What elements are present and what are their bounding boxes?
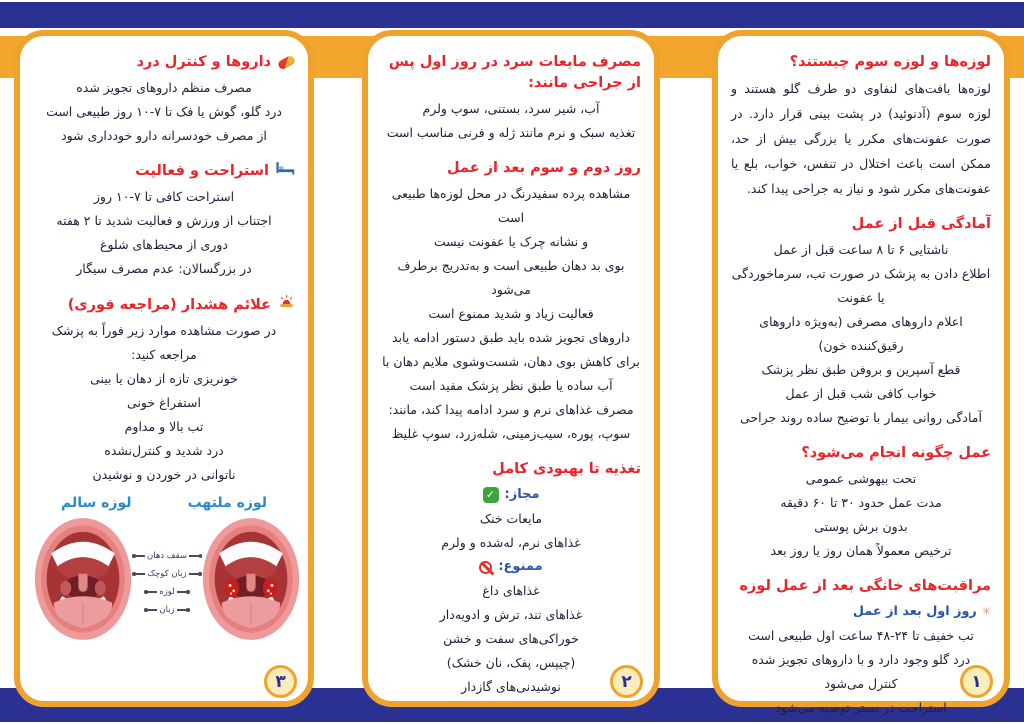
- pointer-line: [145, 591, 157, 592]
- body-line: تغذیه سبک و نرم مانند ژله و فرنی مناسب است: [386, 125, 636, 141]
- body-line: مشاهده پرده سفیدرنگ در محل لوزه‌ها طبیعی است: [391, 186, 631, 226]
- sub-heading-label: روز اول بعد از عمل: [852, 604, 977, 620]
- body-line: برای کاهش بوی دهان، شست‌وشوی ملایم دهان با: [382, 354, 640, 370]
- inflamed-tonsil-title: لوزه ملتهب: [187, 495, 267, 512]
- allowed-label-row: [381, 483, 641, 507]
- body-line: و نشانه چرک یا عفونت نیست: [433, 234, 589, 250]
- siren-icon: [278, 294, 295, 316]
- forbidden-label: ممنوع:: [498, 559, 543, 575]
- anatomy-label: سقف دهان: [147, 551, 188, 562]
- body-line: استراحت در بستر توصیه می‌شود: [775, 700, 947, 716]
- top-navy-band: [0, 2, 1024, 28]
- healthy-mouth-figure: [33, 515, 133, 643]
- body-line: اطلاع دادن به پزشک در صورت تب، سرماخوردگی یا عفونت: [731, 266, 991, 306]
- body-line: داروهای تجویز شده باید طبق دستور ادامه یابد: [391, 330, 631, 346]
- bed-icon: [276, 161, 295, 182]
- body-line: دوری از محیط‌های شلوغ: [100, 237, 228, 253]
- forbidden-label-row: [381, 555, 641, 579]
- section-heading-warning: [33, 294, 295, 316]
- anatomy-label-row: [133, 587, 201, 597]
- body-line: در بزرگسالان: عدم مصرف سیگار: [76, 261, 252, 277]
- section-heading-nutrition: تغذیه تا بهبودی کامل: [492, 461, 641, 478]
- body-line: بوی بد دهان طبیعی است و به‌تدریج برطرف می‌شود: [397, 258, 625, 298]
- body-line: ناشتایی ۶ تا ۸ ساعت قبل از عمل: [773, 242, 949, 258]
- pointer-line: [133, 573, 145, 574]
- page-number-badge: [610, 665, 643, 698]
- body-line: مایعات خنک: [479, 511, 543, 527]
- pill-icon: [277, 55, 296, 71]
- body-line: مدت عمل حدود ۳۰ تا ۶۰ دقیقه: [780, 495, 942, 511]
- pointer-line: [133, 555, 145, 556]
- body-line: مصرف منظم داروهای تجویز شده: [76, 80, 252, 96]
- section-heading-how: عمل چگونه انجام می‌شود؟: [801, 445, 991, 462]
- body-line: درد شدید و کنترل‌نشده: [104, 443, 224, 459]
- body-line: تب بالا و مداوم: [124, 419, 204, 435]
- body-line: ترخیص معمولاً همان روز یا روز بعد: [770, 543, 952, 559]
- body-line: تحت بیهوشی عمومی: [805, 471, 917, 487]
- body-line: غذاهای تند، ترش و ادویه‌دار: [439, 607, 583, 623]
- panel-page-2: [362, 30, 660, 707]
- section-heading-homecare: مراقبت‌های خانگی بعد از عمل لوزه: [739, 578, 991, 595]
- body-line: آب، شیر سرد، بستنی، سوپ ولرم: [422, 101, 600, 117]
- pointer-line: [177, 591, 189, 592]
- body-line: فعالیت زیاد و شدید ممنوع است: [428, 306, 594, 322]
- anatomy-label-row: [133, 605, 201, 615]
- page-number: ۳: [275, 671, 286, 692]
- page-number-badge: [960, 665, 993, 698]
- body-line: اعلام داروهای مصرفی (به‌ویژه داروهای رقیق‌کننده خون): [759, 314, 963, 354]
- panel-page-3: [14, 30, 314, 707]
- allowed-label: مجاز:: [504, 487, 540, 503]
- anatomy-label: لوزه: [159, 587, 175, 598]
- inflamed-mouth-figure: [201, 515, 301, 643]
- section-heading-cold-fluids: مصرف مایعات سرد در روز اول پس از جراحی مانند:: [388, 54, 641, 92]
- body-line: کنترل می‌شود: [824, 676, 898, 692]
- body-line: خوراکی‌های سفت و خشن: [443, 631, 579, 647]
- body-line: قطع آسپرین و بروفن طبق نظر پزشک: [761, 362, 961, 378]
- section-heading-prep: آمادگی قبل از عمل: [851, 216, 991, 233]
- body-line: بدون برش پوستی: [814, 519, 908, 535]
- anatomy-label-row: [133, 551, 201, 561]
- panel-page-1: [712, 30, 1010, 716]
- illustration-titles: [33, 495, 295, 511]
- body-line: درد گلو وجود دارد و با داروهای تجویز شده: [751, 652, 971, 668]
- body-line: آمادگی روانی بیمار با توضیح ساده روند جراحی: [740, 410, 982, 426]
- tonsil-illustration: [33, 495, 295, 643]
- anatomy-label: زبان کوچک: [147, 569, 187, 580]
- anatomy-label: زبان: [159, 605, 175, 616]
- body-line: ناتوانی در خوردن و نوشیدن: [92, 467, 236, 483]
- pointer-line: [189, 555, 201, 556]
- body-line: غذاهای نرم، له‌شده و ولرم: [441, 535, 581, 551]
- sub-heading-day-one: [731, 600, 991, 624]
- body-line: از مصرف خودسرانه دارو خودداری شود: [61, 128, 267, 144]
- heading-label: داروها و کنترل درد: [136, 54, 271, 70]
- asterisk-icon: ✳: [981, 605, 991, 619]
- body-line: درد گلو، گوش یا فک تا ۷-۱۰ روز طبیعی است: [46, 104, 282, 120]
- section-heading-day2-3: روز دوم و سوم بعد از عمل: [447, 160, 641, 177]
- section-heading-medication: [33, 52, 295, 73]
- body-line: آب ساده یا طبق نظر پزشک مفید است: [409, 378, 613, 394]
- body-line: خواب کافی شب قبل از عمل: [785, 386, 937, 402]
- anatomy-label-row: [133, 569, 201, 579]
- check-icon: ✓: [483, 487, 499, 503]
- illustration-row: [33, 515, 295, 643]
- body-line: مصرف غذاهای نرم و سرد ادامه پیدا کند، مانند:: [388, 402, 634, 418]
- section-heading-tonsils: لوزه‌ها و لوزه سوم چیستند؟: [789, 54, 991, 70]
- pointer-line: [177, 609, 189, 610]
- page-number: ۲: [621, 671, 632, 692]
- body-line: خونریزی تازه از دهان یا بینی: [90, 371, 238, 387]
- body-line: تب خفیف تا ۲۴-۴۸ ساعت اول طبیعی است: [748, 628, 974, 644]
- body-line: (چیپس، پفک، نان خشک): [446, 655, 576, 671]
- body-line: اجتناب از ورزش و فعالیت شدید تا ۲ هفته: [56, 213, 272, 229]
- body-line: استفراغ خونی: [127, 395, 201, 411]
- anatomy-labels: [133, 535, 201, 623]
- body-line: استراحت کافی تا ۷-۱۰ روز: [93, 189, 235, 205]
- body-line: غذاهای داغ: [482, 583, 540, 599]
- page-number-badge: [264, 665, 297, 698]
- heading-label: علائم هشدار (مراجعه فوری): [67, 296, 271, 313]
- body-line: در صورت مشاهده موارد زیر فوراً به پزشک: [51, 323, 277, 339]
- pointer-line: [189, 573, 201, 574]
- page-number: ۱: [971, 671, 982, 692]
- pointer-line: [145, 609, 157, 610]
- body-line: سوپ، پوره، سیب‌زمینی، شله‌زرد، سوپ غلیظ: [391, 426, 631, 442]
- heading-label: استراحت و فعالیت: [135, 163, 269, 180]
- healthy-tonsil-title: لوزه سالم: [61, 495, 132, 512]
- section-heading-rest: [33, 161, 295, 182]
- body-line: نوشیدنی‌های گازدار: [461, 679, 561, 695]
- body-line: مراجعه کنید:: [131, 347, 197, 363]
- paragraph-tonsils: لوزه‌ها بافت‌های لنفاوی دو طرف گلو هستند و لوزه سوم (آدنوئید) در پشت بینی قرار دارد. در صورت عفونت‌های مکرر یا بزرگی بیش از حد، ممکن است باعث اختلال در تنفس، خواب، بلع یا عفونت‌های مکرر شود و نیاز به جراحی پیدا کند.: [731, 81, 991, 197]
- no-entry-icon: [479, 561, 492, 574]
